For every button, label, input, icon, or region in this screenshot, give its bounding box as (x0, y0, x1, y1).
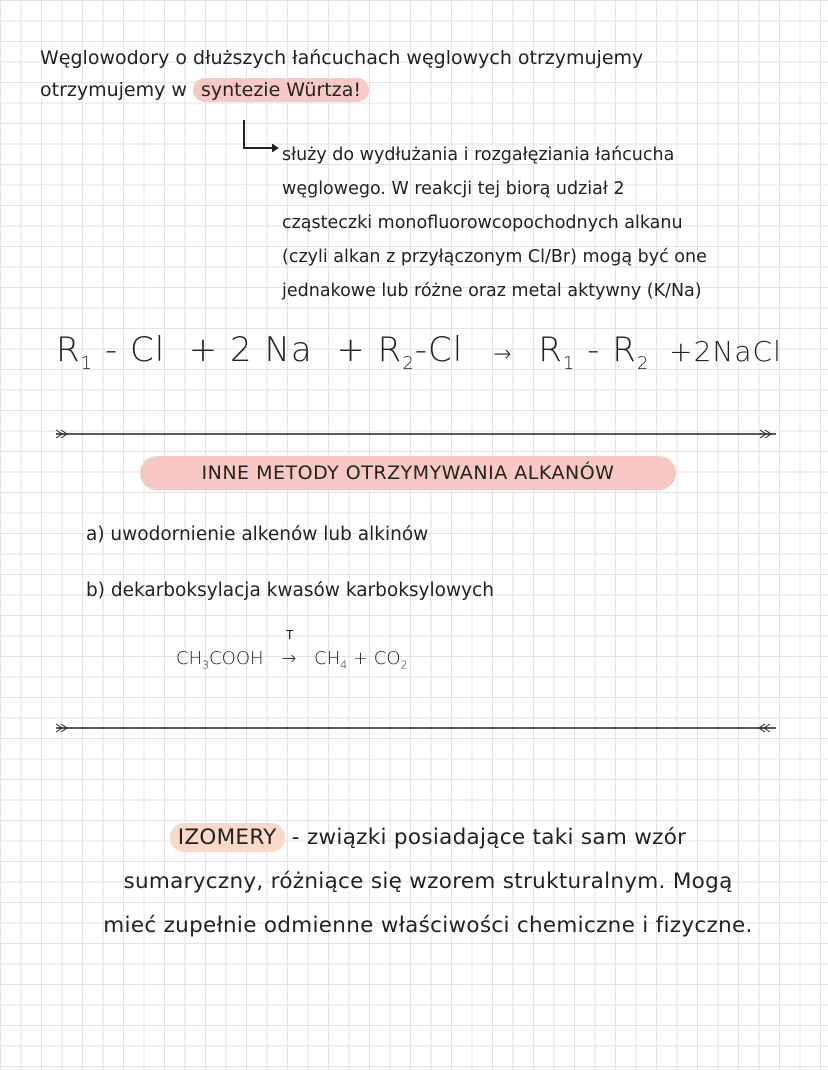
eq-sub: 3 (202, 658, 210, 672)
eq-part: - R (575, 330, 637, 370)
reaction-arrow: → (281, 648, 297, 669)
eq-part: CH (314, 648, 341, 669)
method-item-b: b) dekarboksylacja kwasów karboksylowych (86, 580, 494, 601)
eq-part: + CO (347, 648, 401, 669)
eq-part: CH (176, 648, 203, 669)
eq-part: -Cl (414, 330, 464, 370)
desc-line: służy do wydłużania i rozgałęziania łańcucha (282, 145, 675, 165)
desc-line: cząsteczki monofluorowcopochodnych alkanu (282, 213, 683, 233)
desc-line: jednakowe lub różne oraz metal aktywny (K/Na) (282, 281, 702, 301)
intro-line-2-prefix: otrzymujemy w (40, 79, 187, 101)
izomery-line-3: mieć zupełnie odmienne właściwości chemiczne i fizyczne. (103, 913, 753, 938)
izomery-definition (58, 816, 798, 948)
eq-r1: R (56, 330, 81, 370)
divider-arrow-1 (52, 424, 782, 444)
wurtz-equation (56, 330, 782, 374)
desc-line: (czyli alkan z przyłączonym Cl/Br) mogą być one (282, 247, 707, 267)
eq-part: COOH (209, 648, 264, 669)
method-item-a: a) uwodornienie alkenów lub alkinów (86, 524, 429, 545)
eq-product: R (538, 330, 563, 370)
intro-line-1: Węglowodory o dłuższych łańcuchach węglowych otrzymujemy (40, 47, 644, 69)
eq-sub: 2 (636, 352, 650, 374)
izomery-line-1-rest: - związki posiadające taki sam wzór (284, 825, 687, 850)
intro-paragraph (40, 42, 800, 106)
divider-arrow-2 (52, 718, 782, 738)
eq-sub: 2 (400, 658, 408, 672)
eq-sub: 4 (340, 658, 348, 672)
decarboxylation-equation (176, 648, 408, 672)
wurtz-description (282, 138, 822, 308)
eq-part: - Cl + 2 Na + R (93, 330, 403, 370)
desc-line: węglowego. W reakcji tej biorą udział 2 (282, 179, 625, 199)
izomery-line-2: sumaryczny, różniące się wzorem strukturalnym. Mogą (123, 869, 733, 894)
eq-sub: 2 (402, 352, 415, 374)
izomery-line-1 (58, 816, 798, 860)
intro-line-2 (40, 74, 800, 106)
section-title: INNE METODY OTRZYMYWANIA ALKANÓW (140, 456, 676, 490)
wurtz-highlight: syntezie Würtza! (193, 78, 369, 102)
reaction-arrow: → (493, 342, 513, 367)
pointer-arrow-icon (238, 118, 284, 158)
reaction-condition: T (286, 628, 294, 642)
eq-sub: 1 (562, 352, 576, 374)
izomery-term: IZOMERY (170, 823, 285, 852)
eq-part: +2NaCl (649, 335, 782, 368)
eq-sub: 1 (80, 352, 94, 374)
